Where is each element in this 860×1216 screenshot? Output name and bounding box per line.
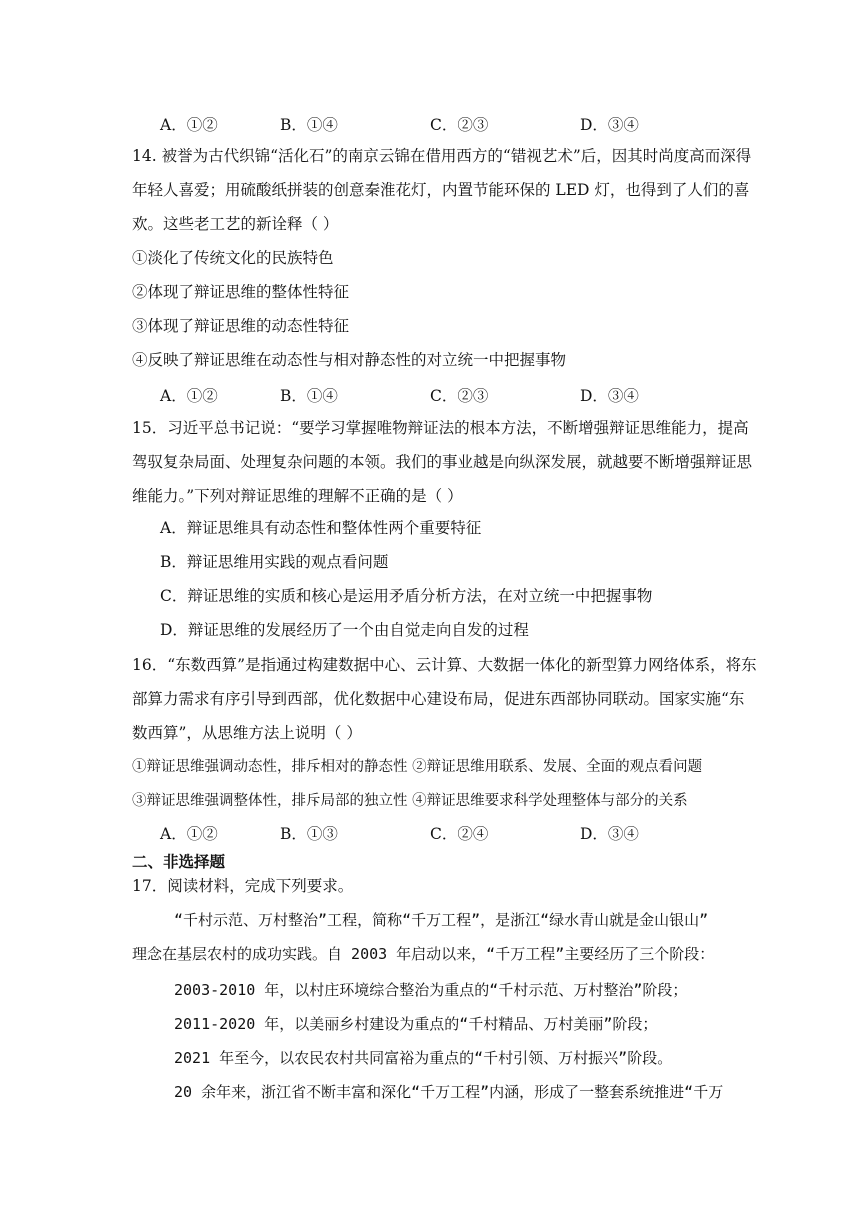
q16-option-c[interactable]: C．②④: [430, 825, 489, 843]
q13-option-c[interactable]: C．②③: [430, 116, 489, 134]
q14-options: [160, 384, 760, 404]
q17-material-line-4: 2011-2020 年，以美丽乡村建设为重点的“千村精品、万村美丽”阶段；: [174, 1015, 658, 1033]
q14-statement-3: ③体现了辩证思维的动态性特征: [132, 317, 350, 335]
q14-statement-1: ①淡化了传统文化的民族特色: [132, 249, 334, 267]
q14-option-d[interactable]: D．③④: [580, 387, 639, 405]
q16-option-a[interactable]: A．①②: [160, 825, 218, 843]
q14-option-b[interactable]: B．①④: [280, 387, 338, 405]
q15-stem-line-2: 驾驭复杂局面、处理复杂问题的本领。我们的事业越是向纵深发展，就越要不断增强辩证思: [132, 453, 753, 471]
q15-option-c[interactable]: C．辩证思维的实质和核心是运用矛盾分析方法，在对立统一中把握事物: [160, 587, 653, 605]
q16-statements-row-2: ③辩证思维强调整体性，排斥局部的独立性 ④辩证思维要求科学处理整体与部分的关系: [132, 793, 688, 809]
q15-option-d[interactable]: D．辩证思维的发展经历了一个由自觉走向自发的过程: [160, 621, 529, 639]
q13-option-b[interactable]: B．①④: [280, 116, 338, 134]
q14-stem-line-1: 14. 被誉为古代织锦“活化石”的南京云锦在借用西方的“错视艺术”后，因其时尚度高而深得: [132, 147, 752, 165]
q17-material-line-2: 理念在基层农村的成功实践。自 2003 年启动以来，“千万工程”主要经历了三个阶段：: [132, 945, 715, 963]
q14-stem-line-3: 欢。这些老工艺的新诠释（ ）: [132, 215, 339, 233]
q13-option-a[interactable]: A．①②: [160, 116, 218, 134]
q14-statement-4: ④反映了辩证思维在动态性与相对静态性的对立统一中把握事物: [132, 351, 567, 369]
q15-stem-line-1: 15．习近平总书记说：“要学习掌握唯物辩证法的根本方法，不断增强辩证思维能力，提高: [132, 419, 749, 437]
q15-stem-line-3: 维能力。”下列对辩证思维的理解不正确的是（ ）: [132, 487, 463, 505]
q17-material-line-1: “千村示范、万村整治”工程，简称“千万工程”，是浙江“绿水青山就是金山银山”: [174, 911, 709, 929]
q16-option-b[interactable]: B．①③: [280, 825, 338, 843]
q14-statement-2: ②体现了辩证思维的整体性特征: [132, 283, 350, 301]
q16-options: [160, 822, 760, 842]
q17-material-line-3: 2003-2010 年，以村庄环境综合整治为重点的“千村示范、万村整治”阶段；: [174, 981, 688, 999]
q15-option-a[interactable]: A．辩证思维具有动态性和整体性两个重要特征: [160, 519, 482, 537]
q16-stem-line-1: 16．“东数西算”是指通过构建数据中心、云计算、大数据一体化的新型算力网络体系，将东: [132, 656, 757, 674]
q14-option-a[interactable]: A．①②: [160, 387, 218, 405]
q15-option-b[interactable]: B．辩证思维用实践的观点看问题: [160, 553, 389, 571]
q16-option-d[interactable]: D．③④: [580, 825, 639, 843]
q17-material-line-5: 2021 年至今，以农民农村共同富裕为重点的“千村引领、万村振兴”阶段。: [174, 1049, 673, 1067]
q16-stem-line-2: 部算力需求有序引导到西部，优化数据中心建设布局，促进东西部协同联动。国家实施“东: [132, 690, 745, 708]
q17-intro: 17．阅读材料，完成下列要求。: [132, 877, 354, 895]
section-title: 二、非选择题: [132, 853, 226, 871]
q16-stem-line-3: 数西算”，从思维方法上说明（ ）: [132, 724, 362, 742]
q14-stem-line-2: 年轻人喜爱；用硫酸纸拼装的创意秦淮花灯，内置节能环保的 LED 灯，也得到了人们的喜: [132, 181, 750, 199]
q13-option-d[interactable]: D．③④: [580, 116, 639, 134]
q17-material-line-6: 20 余年来，浙江省不断丰富和深化“千万工程”内涵，形成了一整套系统推进“千万: [174, 1083, 724, 1101]
q16-statements-row-1: ①辩证思维强调动态性，排斥相对的静态性 ②辩证思维用联系、发展、全面的观点看问题: [132, 759, 703, 775]
q13-options: [160, 113, 760, 133]
q14-option-c[interactable]: C．②③: [430, 387, 489, 405]
